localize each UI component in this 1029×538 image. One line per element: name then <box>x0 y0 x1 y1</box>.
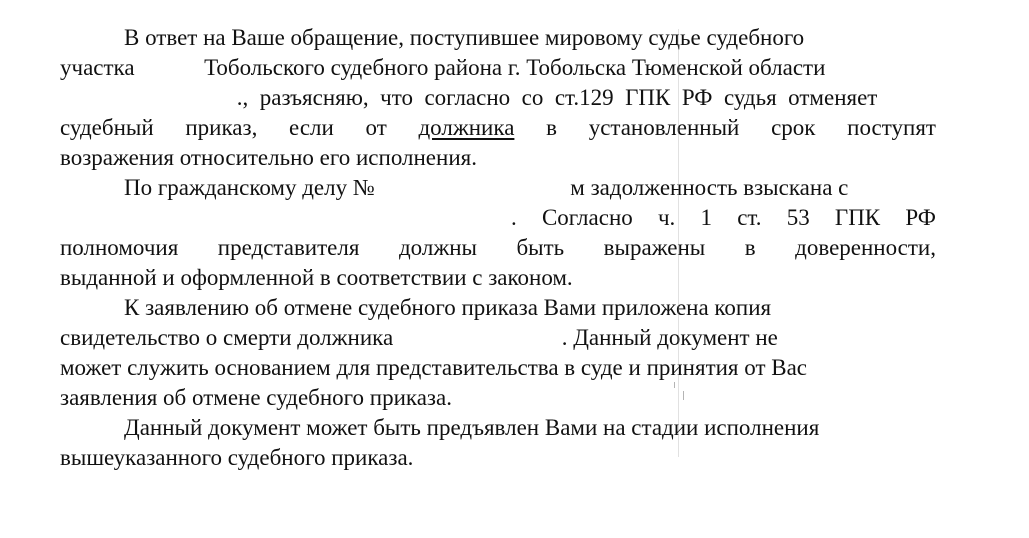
word: быть <box>516 235 565 260</box>
word: Данный <box>573 325 652 350</box>
word: не <box>755 325 778 350</box>
word: полномочия <box>60 235 179 260</box>
paragraph-3-line-1 <box>124 292 936 323</box>
word: доверенности, <box>795 235 936 260</box>
word: судебный <box>60 115 154 140</box>
text: возражения относительно его исполнения. <box>60 145 477 170</box>
paragraph-2-line-3 <box>60 232 936 263</box>
word: ст. <box>737 205 762 230</box>
word: в <box>744 235 756 260</box>
word: РФ <box>905 205 936 230</box>
paragraph-2-line-4 <box>60 262 936 293</box>
paragraph-3-line-3 <box>60 352 936 383</box>
text: В ответ на Ваше обращение, поступившее мировому судье судебного <box>124 25 805 50</box>
paragraph-1-line-5 <box>60 142 936 173</box>
text: м задолженность взыскана с <box>570 175 849 200</box>
paragraph-1-line-4 <box>60 112 936 143</box>
text: Данный документ может быть предъявлен Вами на стадии исполнения <box>124 415 820 440</box>
underlined-word: должника <box>418 115 515 140</box>
paragraph-1-line-3 <box>60 82 936 113</box>
word: смерти <box>222 325 292 350</box>
text: заявления об отмене судебного приказа. <box>60 385 452 410</box>
word: должны <box>398 235 477 260</box>
paragraph-1-line-2 <box>60 52 936 83</box>
text: ., разъясняю, что согласно со ст.129 ГПК РФ судья отменяет <box>236 85 878 110</box>
scan-line <box>678 29 679 457</box>
word: Тобольского судебного района г. Тобольска Тюменской области <box>204 55 826 80</box>
word: установленный <box>588 115 740 140</box>
paragraph-4-line-2 <box>60 442 936 473</box>
word: 1 <box>700 205 712 230</box>
paragraph-3-line-4 <box>60 382 936 413</box>
text: вышеуказанного судебного приказа. <box>60 445 414 470</box>
word: свидетельство <box>60 325 200 350</box>
word: ГПК <box>834 205 881 230</box>
word: должника <box>297 325 394 350</box>
word: выражены <box>603 235 706 260</box>
word: участка <box>60 55 135 80</box>
word: представителя <box>217 235 360 260</box>
word: ч. <box>657 205 676 230</box>
paragraph-4-line-1 <box>124 412 936 443</box>
paragraph-3-line-2 <box>60 322 936 353</box>
paragraph-2-line-2 <box>511 202 936 233</box>
word: документ <box>657 325 750 350</box>
word: Согласно <box>541 205 633 230</box>
word: если <box>289 115 334 140</box>
text: К заявлению об отмене судебного приказа Вами приложена копия <box>124 295 772 320</box>
word: поступят <box>847 115 936 140</box>
word: о <box>205 325 218 350</box>
paragraph-1-line-1 <box>124 22 936 53</box>
scan-mark <box>674 382 675 388</box>
word: приказ, <box>185 115 258 140</box>
scan-mark <box>683 391 684 400</box>
word: . <box>561 325 568 350</box>
word: 53 <box>786 205 810 230</box>
word: от <box>365 115 387 140</box>
word: срок <box>771 115 816 140</box>
text: может служить основанием для представительства в суде и принятия от Вас <box>60 355 808 380</box>
text: По гражданскому делу № <box>124 175 375 200</box>
paragraph-2-line-1 <box>124 172 936 203</box>
word: . <box>511 205 517 230</box>
word: в <box>546 115 557 140</box>
text: выданной и оформленной в соответствии с законом. <box>60 265 573 290</box>
